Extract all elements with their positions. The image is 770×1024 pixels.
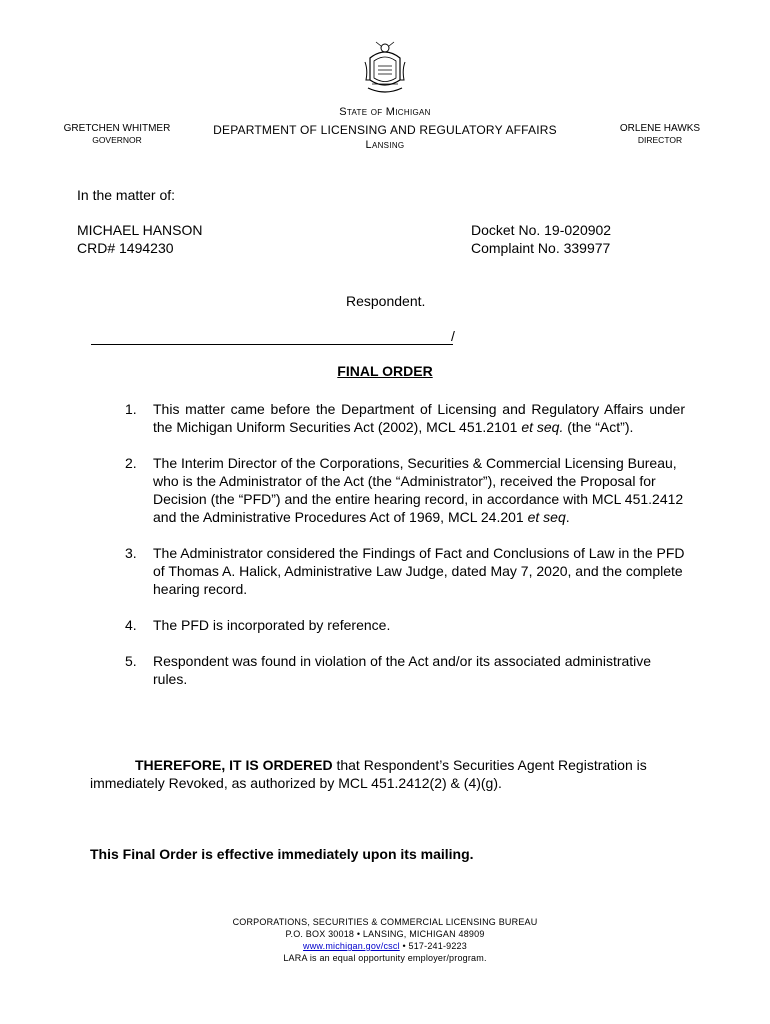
finding-italic: et seq [527, 509, 566, 525]
finding-text: Respondent was found in violation of the Act and/or its associated administrative rules. [153, 653, 652, 687]
complaint-number: Complaint No. 339977 [471, 240, 611, 256]
in-the-matter-label: In the matter of: [77, 187, 176, 203]
effective-statement: This Final Order is effective immediately upon its mailing. [90, 846, 474, 862]
finding-text-end: (the “Act”). [563, 419, 634, 435]
finding-item [125, 454, 685, 526]
finding-number: 2. [125, 455, 137, 471]
finding-item [125, 400, 685, 436]
footer-phone: • 517-241-9223 [399, 941, 467, 951]
caption-signature-line [91, 328, 453, 345]
state-heading-text: State of Michigan [339, 106, 431, 118]
footer-bureau: CORPORATIONS, SECURITIES & COMMERCIAL LICENSING BUREAU [232, 917, 538, 927]
city-heading-text: Lansing [365, 139, 405, 151]
finding-italic: et seq. [521, 419, 564, 435]
footer-contact [0, 940, 770, 952]
order-lead: THEREFORE, IT IS ORDERED [135, 757, 333, 773]
respondent-name: MICHAEL HANSON [77, 222, 203, 238]
order-paragraph [90, 756, 680, 792]
footer [0, 916, 770, 964]
governor-title: GOVERNOR [92, 135, 142, 145]
finding-number: 1. [125, 401, 137, 417]
finding-text: The Administrator considered the Findings of Fact and Conclusions of Law in the PFD of Thomas A. Halick, Administrative Law Judge, dated May 7, 2020, and the complete hearing record. [153, 545, 685, 597]
finding-item [125, 544, 685, 598]
finding-number: 5. [125, 653, 137, 669]
state-of-michigan-heading [0, 106, 770, 118]
michigan-state-seal-icon [362, 40, 408, 96]
director-title: DIRECTOR [637, 135, 683, 145]
finding-text-end: . [565, 509, 570, 525]
finding-text: The PFD is incorporated by reference. [153, 617, 391, 633]
footer-website-link[interactable]: www.michigan.gov/cscl [303, 941, 400, 951]
finding-item [125, 652, 685, 688]
finding-item [125, 616, 685, 634]
department-heading: DEPARTMENT OF LICENSING AND REGULATORY AFFAIRS [213, 123, 557, 137]
respondent-label: Respondent. [346, 293, 426, 309]
finding-number: 4. [125, 617, 137, 633]
finding-number: 3. [125, 545, 137, 561]
document-title: FINAL ORDER [337, 363, 433, 379]
findings-list [125, 400, 685, 706]
finding-text: This matter came before the Department of Licensing and Regulatory Affairs under the Michigan Uniform Securities Act (2002), MCL 451.2101 [153, 401, 685, 435]
order-text: that Respondent’s Securities Agent Registration is immediately Revoked, as authorized by MCL 451.2412(2) & (4)(g). [90, 757, 647, 791]
crd-number: CRD# 1494230 [77, 240, 174, 256]
caption-slash: / [451, 328, 455, 344]
docket-number: Docket No. 19-020902 [471, 222, 612, 238]
governor-name: GRETCHEN WHITMER [63, 123, 171, 134]
footer-address: P.O. BOX 30018 • LANSING, MICHIGAN 48909 [285, 929, 485, 939]
footer-equal-opportunity: LARA is an equal opportunity employer/program. [283, 953, 487, 963]
finding-text: The Interim Director of the Corporations, Securities & Commercial Licensing Bureau, who is the Administrator of the Act (the “Administrator”), received the Proposal for Decision (the “PFD”) and the entire hearing record, in accordance with MCL 451.2412 and the Administrative Procedures Act of 1969, MCL 24.201 [153, 455, 684, 525]
director-name: ORLENE HAWKS [619, 123, 701, 134]
